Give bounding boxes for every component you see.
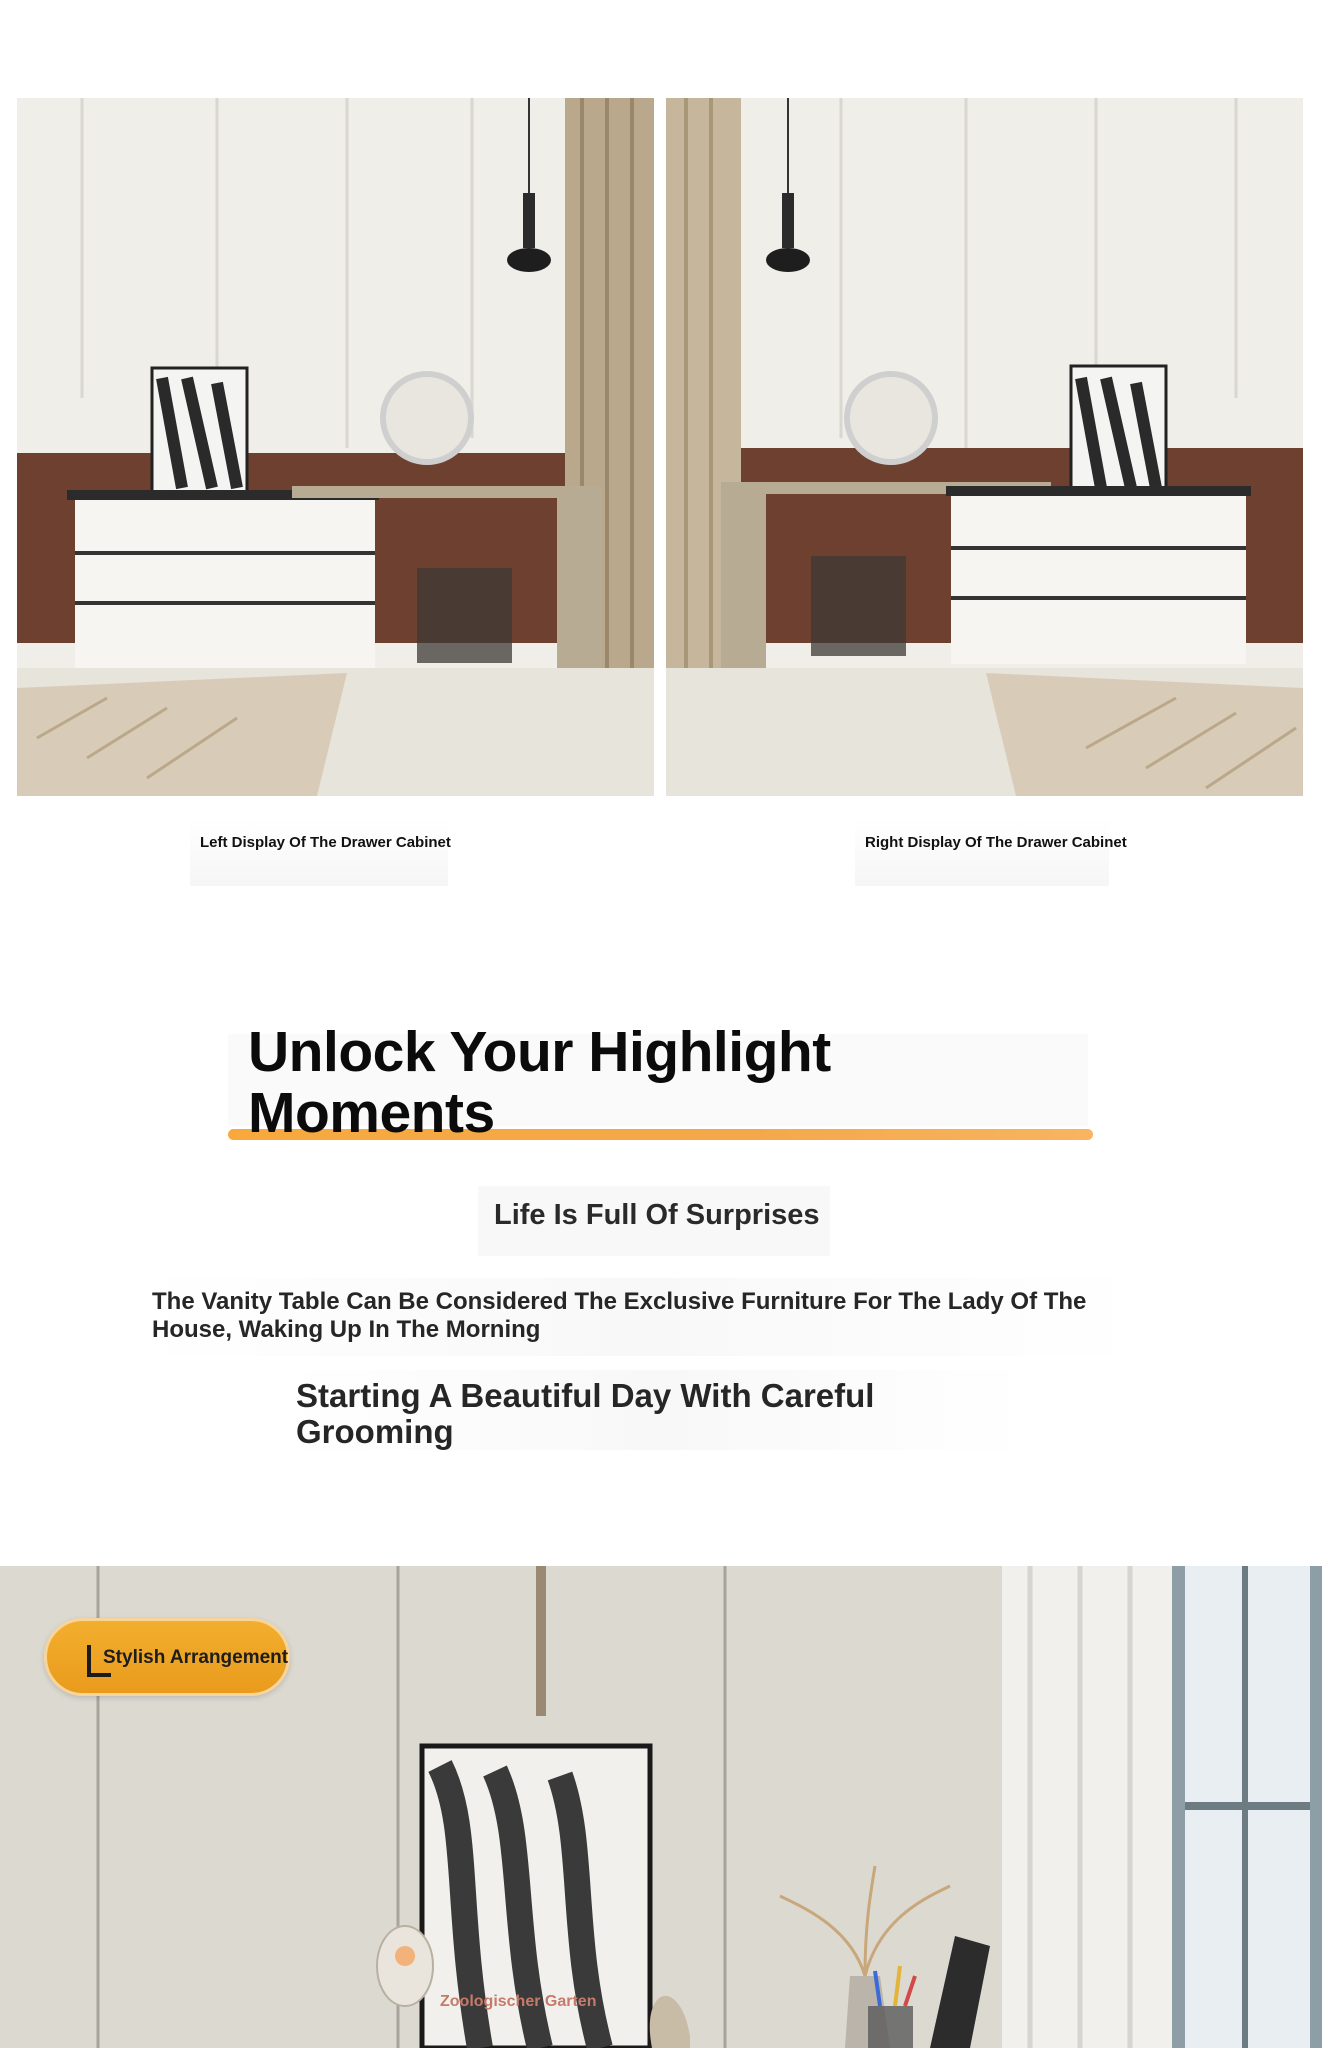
right-cabinet-illustration (666, 98, 1303, 796)
subline-heading: Life Is Full Of Surprises (494, 1199, 820, 1231)
right-display-caption (855, 818, 1127, 886)
right-display-photo (666, 98, 1303, 796)
poster-text: Zoologischer Garten (440, 1993, 597, 2010)
right-display-caption-text: Right Display Of The Drawer Cabinet (865, 834, 1127, 851)
badge-label: Stylish Arrangement (103, 1647, 289, 1668)
page-title: Unlock Your Highlight Moments (248, 1020, 831, 1145)
intro-paragraph: The Vanity Table Can Be Considered The Exclusive Furniture For The Lady Of The House, Waking Up In The Morning (152, 1288, 1087, 1343)
stylish-arrangement-badge (44, 1618, 290, 1696)
left-display-caption (190, 818, 451, 886)
tagline-heading: Starting A Beautiful Day With Careful Grooming (296, 1377, 875, 1450)
left-cabinet-illustration (17, 98, 654, 796)
left-display-caption-text: Left Display Of The Drawer Cabinet (200, 834, 451, 851)
headline-block (228, 1020, 1098, 1145)
left-display-photo (17, 98, 654, 796)
